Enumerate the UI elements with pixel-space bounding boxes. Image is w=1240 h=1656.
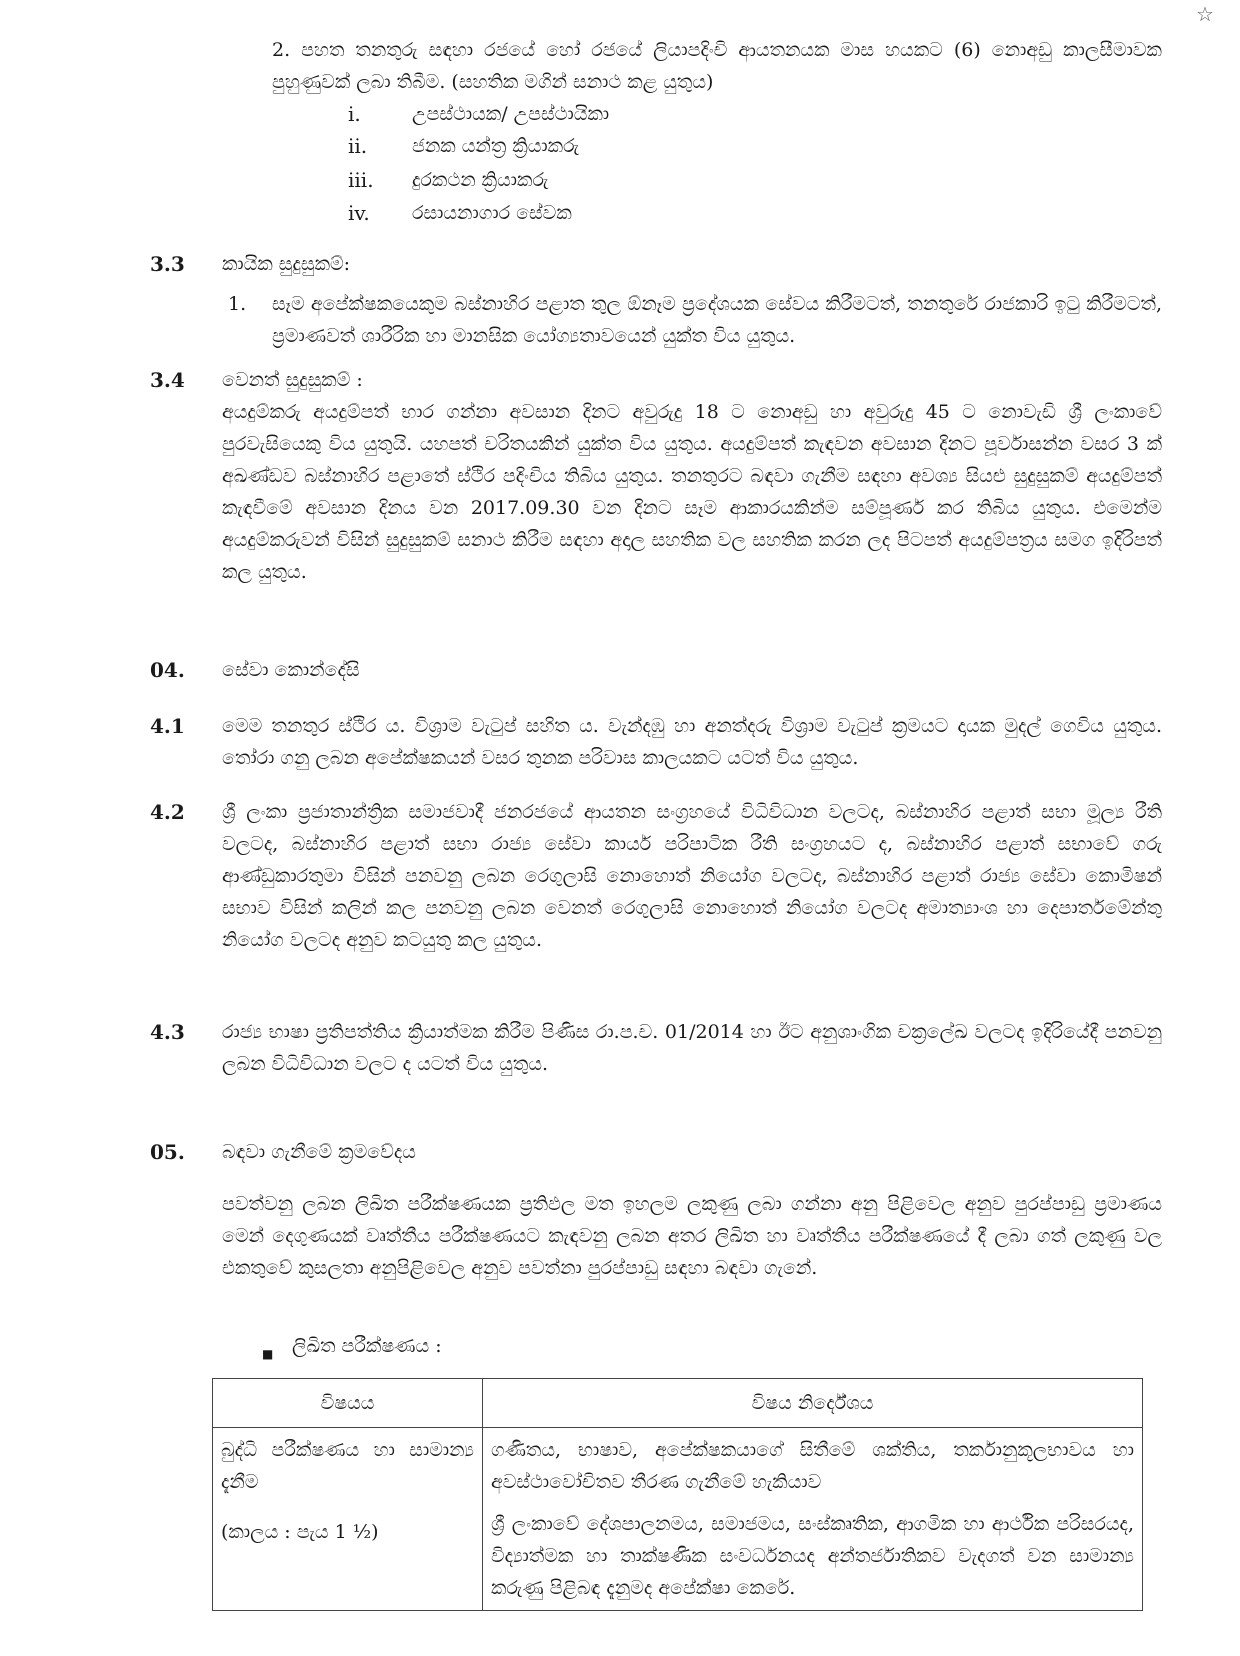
subject-name: බුද්ධි පරීක්ෂණය හා සාමාන්‍ය දැනීම [221, 1439, 474, 1493]
syllabus-cell [483, 1428, 1143, 1611]
section-4-2-number: 4.2 [150, 800, 185, 824]
table-row [213, 1428, 1143, 1611]
subject-duration: (කාලය : පැය 1 ½) [221, 1521, 379, 1543]
header-syllabus: විෂය නිර්දේශය [483, 1379, 1143, 1428]
section-3-4-text: අයදුම්කරු අයදුම්පත් භාර ගන්නා අවසාන දිනට අවුරුදු 18 ට නොඅඩු හා අවුරුදු 45 ට නොවැඩි ශ්‍රී ලංකාවේ පුරවැසියෙකු විය යුතුයි. යහපත් චරිතයකින් යුක්ත විය යුතුය. අයදුම්පත් කැඳවන අවසාන දිනට පූර්වාසන්න වසර 3 ක් අඛණ්ඩව බස්නාහිර පළාතේ ස්ථිර පදිංචිය තිබිය යුතුය. තනතුරට බඳවා ගැනීම සඳහා අවශ්‍ය සියළු සුදුසුකම් අයදුම්පත් කැඳවීමේ අවසාන දිනය වන 2017.09.30 වන දිනට සෑම ආකාරයකින්ම සම්පූර්ණ කර තිබිය යුතුය. එමෙන්ම අයදුම්කරුවන් විසින් සුදුසුකම් සනාථ කිරීම සඳහා අදාල සහතික වල සහතික කරන ලද පිටපත් අයදුම්පත්‍රය සමග ඉදිරිපත් කල යුතුය. [222, 401, 1162, 583]
syllabus-part-2: ශ්‍රී ලංකාවේ දේශපාලනමය, සමාජමය, සංස්කෘතික, ආගමික හා ආර්ථික පරිසරයද, විද්‍යාත්මක හා තාක්ෂණික සංවර්ධනයද අන්තර්ජාතිකව වැදගත් වන සාමාන්‍ය කරුණු පිළිබඳ දැනුමද අපේක්ෂා කෙරේ. [491, 1513, 1134, 1599]
section-05-text: පවත්වනු ලබන ලිඛිත පරීක්ෂණයක ප්‍රතිඵල මත ඉහලම ලකුණු ලබා ගන්නා අනු පිළිවෙල අනුව පුරප්පාඩු ප්‍රමාණය මෙන් දෙගුණයක් වෘත්තීය පරීක්ෂණයට කැඳවනු ලබන අතර ලිඛිත හා වෘත්තීය පරීක්ෂණයේ දී ලබා ගත් ලකුණු වල එකතුවේ කුසලතා අනුපිළිවෙල අනුව පවත්නා පුරප්පාඩු සඳහා බඳවා ගැනේ. [222, 1193, 1163, 1279]
section-3-4-number: 3.4 [150, 368, 185, 392]
section-4-2-text: ශ්‍රී ලංකා ප්‍රජාතාන්ත්‍රික සමාජවාදී ජනරජයේ ආයතන සංග්‍රහයේ විධිවිධාන වලටද, බස්නාහිර පළාත් සභා මූල්‍ය රීති වලටද, බස්නාහිර පළාත් සභා රාජ්‍ය සේවා කාර්ය පරිපාටික රීති සංග්‍රහයට ද, බස්නාහිර පළාත් සභාවේ ගරු ආණ්ඩුකාරතුමා විසින් පනවනු ලබන රෙගුලාසි නොහොත් නියෝග වලටද, බස්නාහිර පළාත් රාජ්‍ය සේවා කොමිෂන් සභාව විසින් කලින් කල පනවනු ලබන වෙනත් රෙගුලාසි නොහොත් නියෝග වලටද අමාත්‍යාංශ හා දෙපාර්තමේන්තු නියෝග වලටද අනුව කටයුතු කල යුතුය. [222, 801, 1162, 951]
roman-num-4: iv. [348, 201, 370, 225]
syllabus-table [212, 1378, 1143, 1611]
bullet-icon: ■ [262, 1347, 274, 1361]
roman-text-2: ජනක යන්ත්‍ර ක්‍රියාකරු [412, 135, 579, 157]
roman-text-1: උපස්ථායක/ උපස්ථායිකා [412, 103, 610, 125]
section-3-3-title: කායික සුදුසුකම්: [222, 253, 351, 275]
subject-cell [213, 1428, 483, 1611]
section-4-3-text: රාජ්‍ය භාෂා ප්‍රතිපත්තිය ක්‍රියාත්මක කිරීම පිණිස රා.ප.ච. 01/2014 හා ඊට අනුශාංගික චක්‍රලේඛ වලටද ඉදිරියේදී පනවනු ලබන විධිවිධාන වලට ද යටත් විය යුතුය. [222, 1021, 1162, 1075]
section-3-3-item-number: 1. [228, 293, 247, 315]
section-05-number: 05. [150, 1140, 185, 1164]
table-header-row [213, 1379, 1143, 1428]
roman-text-4: රසායනාගාර සේවක [412, 202, 572, 224]
header-subject: විෂයය [213, 1379, 483, 1428]
corner-mark: ☆ [1196, 2, 1214, 26]
roman-num-3: iii. [348, 168, 374, 192]
section-3-3-number: 3.3 [150, 252, 185, 276]
section-05-title: බඳවා ගැනීමේ ක්‍රමවේදය [222, 1141, 416, 1163]
section-3-4-title: වෙනත් සුදුසුකම් : [222, 369, 363, 391]
section-4-1-number: 4.1 [150, 714, 185, 738]
section-4-1-text: මෙම තනතුර ස්ථිර ය. විශ්‍රාම වැටුප් සහිත ය. වැන්දඹු හා අනත්දරු විශ්‍රාම වැටුප් ක්‍රමයට දායක මුදල් ගෙවිය යුතුය. තෝරා ගනු ලබන අපේක්ෂකයන් වසර තුනක පරිවාස කාලයකට යටත් විය යුතුය. [222, 715, 1162, 769]
roman-text-3: දුරකථන ක්‍රියාකරු [412, 169, 549, 191]
roman-num-1: i. [348, 102, 361, 126]
section-04-title: සේවා කොන්දේසි [222, 659, 360, 681]
written-exam-label: ලිඛිත පරීක්ෂණය : [292, 1335, 442, 1357]
section-04-number: 04. [150, 658, 185, 682]
item-2-text: 2. පහත තනතුරු සඳහා රජයේ හෝ රජයේ ලියාපදිංචි ආයතනයක මාස හයකට (6) නොඅඩු කාලසීමාවක පුහුණුවක් ලබා තිබීම. (සහතික මගින් සනාථ කළ යුතුය) [272, 39, 1162, 93]
roman-num-2: ii. [348, 134, 368, 158]
syllabus-part-1: ගණිතය, භාෂාව, අපේක්ෂකයාගේ සිතීමේ ශක්තිය, තර්කානුකූලභාවය හා අවස්ථාවෝචිතව තීරණ ගැනීමේ හැකියාව [491, 1439, 1134, 1493]
section-3-3-text: සෑම අපේක්ෂකයෙකුම බස්නාහිර පළාත තුල ඕනෑම ප්‍රදේශයක සේවය කිරීමටත්, තනතුරේ රාජකාරි ඉටු කිරීමටත්, ප්‍රමාණවත් ශාරීරික හා මානසික යෝග්‍යතාවයෙන් යුක්ත විය යුතුය. [272, 293, 1162, 347]
section-4-3-number: 4.3 [150, 1020, 185, 1044]
